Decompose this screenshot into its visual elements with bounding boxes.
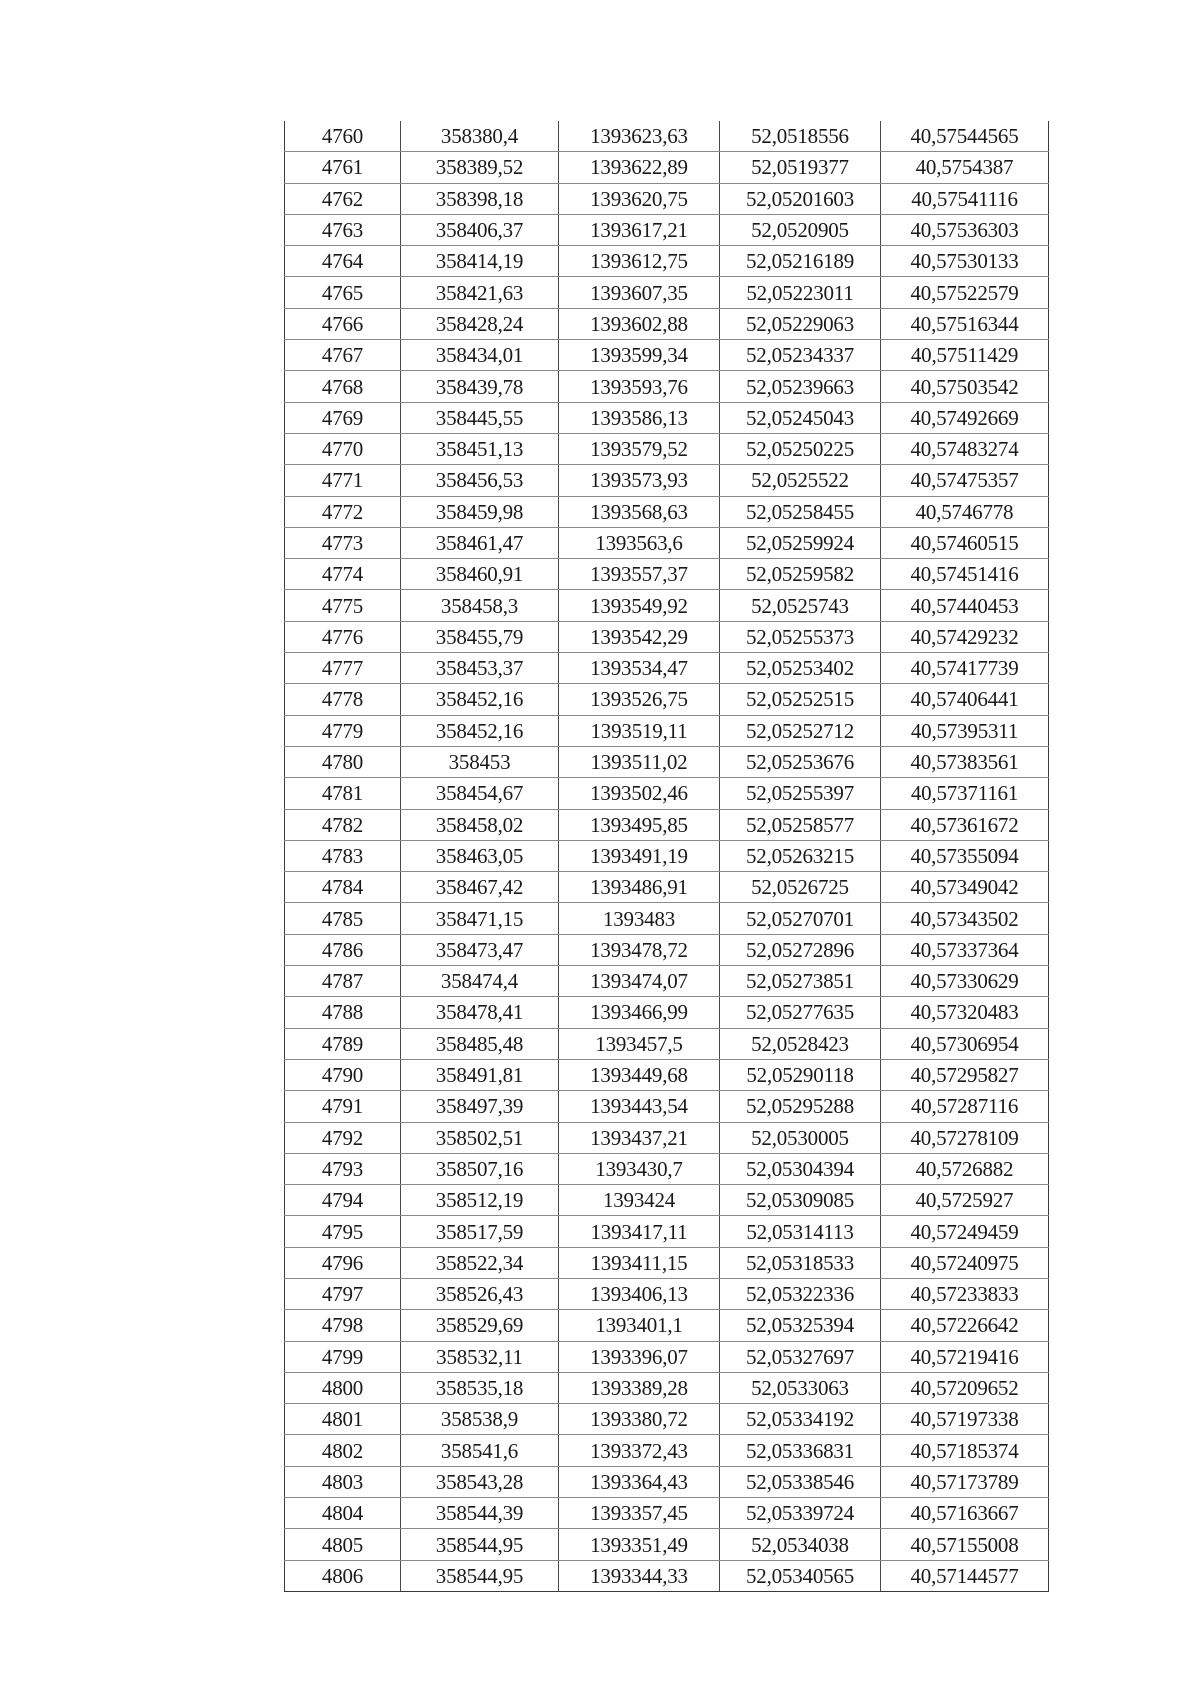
point-number-cell: 4800 <box>285 1372 401 1403</box>
y-coordinate-cell: 1393542,29 <box>559 621 720 652</box>
x-coordinate-cell: 358458,3 <box>401 590 559 621</box>
x-coordinate-cell: 358544,95 <box>401 1560 559 1591</box>
y-coordinate-cell: 1393502,46 <box>559 778 720 809</box>
y-coordinate-cell: 1393411,15 <box>559 1247 720 1278</box>
coordinates-table-body <box>285 121 1049 1591</box>
longitude-cell: 40,57440453 <box>881 590 1049 621</box>
longitude-cell: 40,57306954 <box>881 1028 1049 1059</box>
longitude-cell: 40,57429232 <box>881 621 1049 652</box>
point-number-cell: 4798 <box>285 1310 401 1341</box>
latitude-cell: 52,05314113 <box>720 1216 881 1247</box>
x-coordinate-cell: 358414,19 <box>401 246 559 277</box>
x-coordinate-cell: 358439,78 <box>401 371 559 402</box>
x-coordinate-cell: 358454,67 <box>401 778 559 809</box>
latitude-cell: 52,0528423 <box>720 1028 881 1059</box>
longitude-cell: 40,57483274 <box>881 433 1049 464</box>
point-number-cell: 4782 <box>285 809 401 840</box>
point-number-cell: 4764 <box>285 246 401 277</box>
longitude-cell: 40,57343502 <box>881 903 1049 934</box>
x-coordinate-cell: 358522,34 <box>401 1247 559 1278</box>
x-coordinate-cell: 358434,01 <box>401 340 559 371</box>
y-coordinate-cell: 1393622,89 <box>559 152 720 183</box>
x-coordinate-cell: 358543,28 <box>401 1466 559 1497</box>
point-number-cell: 4781 <box>285 778 401 809</box>
x-coordinate-cell: 358541,6 <box>401 1435 559 1466</box>
latitude-cell: 52,05270701 <box>720 903 881 934</box>
point-number-cell: 4777 <box>285 653 401 684</box>
table-row <box>285 1310 1049 1341</box>
y-coordinate-cell: 1393620,75 <box>559 183 720 214</box>
table-row <box>285 840 1049 871</box>
table-row <box>285 1247 1049 1278</box>
x-coordinate-cell: 358473,47 <box>401 934 559 965</box>
latitude-cell: 52,0525522 <box>720 465 881 496</box>
longitude-cell: 40,57383561 <box>881 746 1049 777</box>
table-row <box>285 778 1049 809</box>
latitude-cell: 52,05252712 <box>720 715 881 746</box>
x-coordinate-cell: 358535,18 <box>401 1372 559 1403</box>
point-number-cell: 4780 <box>285 746 401 777</box>
y-coordinate-cell: 1393511,02 <box>559 746 720 777</box>
longitude-cell: 40,57163667 <box>881 1498 1049 1529</box>
y-coordinate-cell: 1393406,13 <box>559 1278 720 1309</box>
y-coordinate-cell: 1393357,45 <box>559 1498 720 1529</box>
longitude-cell: 40,57287116 <box>881 1091 1049 1122</box>
y-coordinate-cell: 1393486,91 <box>559 872 720 903</box>
y-coordinate-cell: 1393586,13 <box>559 402 720 433</box>
x-coordinate-cell: 358451,13 <box>401 433 559 464</box>
y-coordinate-cell: 1393457,5 <box>559 1028 720 1059</box>
y-coordinate-cell: 1393579,52 <box>559 433 720 464</box>
latitude-cell: 52,05216189 <box>720 246 881 277</box>
y-coordinate-cell: 1393364,43 <box>559 1466 720 1497</box>
y-coordinate-cell: 1393563,6 <box>559 527 720 558</box>
longitude-cell: 40,57395311 <box>881 715 1049 746</box>
table-row <box>285 1435 1049 1466</box>
y-coordinate-cell: 1393495,85 <box>559 809 720 840</box>
latitude-cell: 52,05322336 <box>720 1278 881 1309</box>
longitude-cell: 40,57516344 <box>881 308 1049 339</box>
latitude-cell: 52,05309085 <box>720 1185 881 1216</box>
y-coordinate-cell: 1393424 <box>559 1185 720 1216</box>
y-coordinate-cell: 1393351,49 <box>559 1529 720 1560</box>
y-coordinate-cell: 1393612,75 <box>559 246 720 277</box>
point-number-cell: 4794 <box>285 1185 401 1216</box>
latitude-cell: 52,05253402 <box>720 653 881 684</box>
y-coordinate-cell: 1393417,11 <box>559 1216 720 1247</box>
latitude-cell: 52,05259582 <box>720 559 881 590</box>
table-row <box>285 1122 1049 1153</box>
x-coordinate-cell: 358452,16 <box>401 715 559 746</box>
table-row <box>285 684 1049 715</box>
table-row <box>285 121 1049 152</box>
x-coordinate-cell: 358512,19 <box>401 1185 559 1216</box>
x-coordinate-cell: 358544,95 <box>401 1529 559 1560</box>
latitude-cell: 52,05258577 <box>720 809 881 840</box>
latitude-cell: 52,0525743 <box>720 590 881 621</box>
latitude-cell: 52,05327697 <box>720 1341 881 1372</box>
latitude-cell: 52,0526725 <box>720 872 881 903</box>
x-coordinate-cell: 358456,53 <box>401 465 559 496</box>
point-number-cell: 4791 <box>285 1091 401 1122</box>
latitude-cell: 52,05318533 <box>720 1247 881 1278</box>
table-row <box>285 183 1049 214</box>
latitude-cell: 52,05339724 <box>720 1498 881 1529</box>
table-row <box>285 433 1049 464</box>
latitude-cell: 52,05334192 <box>720 1404 881 1435</box>
point-number-cell: 4760 <box>285 121 401 152</box>
latitude-cell: 52,05325394 <box>720 1310 881 1341</box>
x-coordinate-cell: 358544,39 <box>401 1498 559 1529</box>
point-number-cell: 4788 <box>285 997 401 1028</box>
longitude-cell: 40,57209652 <box>881 1372 1049 1403</box>
longitude-cell: 40,57278109 <box>881 1122 1049 1153</box>
x-coordinate-cell: 358380,4 <box>401 121 559 152</box>
table-row <box>285 1028 1049 1059</box>
latitude-cell: 52,05258455 <box>720 496 881 527</box>
table-row <box>285 496 1049 527</box>
table-row <box>285 1091 1049 1122</box>
table-row <box>285 1466 1049 1497</box>
x-coordinate-cell: 358453 <box>401 746 559 777</box>
table-row <box>285 559 1049 590</box>
point-number-cell: 4778 <box>285 684 401 715</box>
x-coordinate-cell: 358421,63 <box>401 277 559 308</box>
y-coordinate-cell: 1393443,54 <box>559 1091 720 1122</box>
y-coordinate-cell: 1393607,35 <box>559 277 720 308</box>
latitude-cell: 52,05338546 <box>720 1466 881 1497</box>
latitude-cell: 52,05223011 <box>720 277 881 308</box>
point-number-cell: 4785 <box>285 903 401 934</box>
point-number-cell: 4765 <box>285 277 401 308</box>
y-coordinate-cell: 1393526,75 <box>559 684 720 715</box>
latitude-cell: 52,0530005 <box>720 1122 881 1153</box>
y-coordinate-cell: 1393602,88 <box>559 308 720 339</box>
point-number-cell: 4799 <box>285 1341 401 1372</box>
point-number-cell: 4792 <box>285 1122 401 1153</box>
point-number-cell: 4801 <box>285 1404 401 1435</box>
x-coordinate-cell: 358474,4 <box>401 966 559 997</box>
latitude-cell: 52,05290118 <box>720 1059 881 1090</box>
table-row <box>285 653 1049 684</box>
y-coordinate-cell: 1393593,76 <box>559 371 720 402</box>
table-row <box>285 872 1049 903</box>
latitude-cell: 52,05295288 <box>720 1091 881 1122</box>
y-coordinate-cell: 1393380,72 <box>559 1404 720 1435</box>
x-coordinate-cell: 358398,18 <box>401 183 559 214</box>
longitude-cell: 40,57522579 <box>881 277 1049 308</box>
longitude-cell: 40,57337364 <box>881 934 1049 965</box>
latitude-cell: 52,05255397 <box>720 778 881 809</box>
x-coordinate-cell: 358491,81 <box>401 1059 559 1090</box>
latitude-cell: 52,05234337 <box>720 340 881 371</box>
point-number-cell: 4762 <box>285 183 401 214</box>
x-coordinate-cell: 358406,37 <box>401 214 559 245</box>
latitude-cell: 52,0534038 <box>720 1529 881 1560</box>
point-number-cell: 4795 <box>285 1216 401 1247</box>
table-row <box>285 152 1049 183</box>
point-number-cell: 4790 <box>285 1059 401 1090</box>
y-coordinate-cell: 1393430,7 <box>559 1153 720 1184</box>
point-number-cell: 4761 <box>285 152 401 183</box>
table-row <box>285 621 1049 652</box>
latitude-cell: 52,05272896 <box>720 934 881 965</box>
x-coordinate-cell: 358455,79 <box>401 621 559 652</box>
y-coordinate-cell: 1393474,07 <box>559 966 720 997</box>
longitude-cell: 40,57320483 <box>881 997 1049 1028</box>
longitude-cell: 40,57155008 <box>881 1529 1049 1560</box>
table-row <box>285 1372 1049 1403</box>
longitude-cell: 40,57460515 <box>881 527 1049 558</box>
y-coordinate-cell: 1393401,1 <box>559 1310 720 1341</box>
longitude-cell: 40,57417739 <box>881 653 1049 684</box>
latitude-cell: 52,05239663 <box>720 371 881 402</box>
longitude-cell: 40,57371161 <box>881 778 1049 809</box>
longitude-cell: 40,57240975 <box>881 1247 1049 1278</box>
longitude-cell: 40,57219416 <box>881 1341 1049 1372</box>
table-row <box>285 1278 1049 1309</box>
longitude-cell: 40,57349042 <box>881 872 1049 903</box>
longitude-cell: 40,57361672 <box>881 809 1049 840</box>
y-coordinate-cell: 1393519,11 <box>559 715 720 746</box>
point-number-cell: 4767 <box>285 340 401 371</box>
longitude-cell: 40,57226642 <box>881 1310 1049 1341</box>
point-number-cell: 4787 <box>285 966 401 997</box>
table-row <box>285 903 1049 934</box>
longitude-cell: 40,57544565 <box>881 121 1049 152</box>
longitude-cell: 40,57249459 <box>881 1216 1049 1247</box>
coordinates-table <box>284 121 1049 1592</box>
x-coordinate-cell: 358529,69 <box>401 1310 559 1341</box>
table-row <box>285 402 1049 433</box>
point-number-cell: 4805 <box>285 1529 401 1560</box>
y-coordinate-cell: 1393623,63 <box>559 121 720 152</box>
y-coordinate-cell: 1393372,43 <box>559 1435 720 1466</box>
x-coordinate-cell: 358461,47 <box>401 527 559 558</box>
point-number-cell: 4772 <box>285 496 401 527</box>
x-coordinate-cell: 358460,91 <box>401 559 559 590</box>
table-row <box>285 277 1049 308</box>
latitude-cell: 52,05250225 <box>720 433 881 464</box>
table-row <box>285 1404 1049 1435</box>
x-coordinate-cell: 358478,41 <box>401 997 559 1028</box>
longitude-cell: 40,57541116 <box>881 183 1049 214</box>
table-row <box>285 746 1049 777</box>
longitude-cell: 40,57197338 <box>881 1404 1049 1435</box>
point-number-cell: 4804 <box>285 1498 401 1529</box>
latitude-cell: 52,05263215 <box>720 840 881 871</box>
y-coordinate-cell: 1393449,68 <box>559 1059 720 1090</box>
latitude-cell: 52,05252515 <box>720 684 881 715</box>
x-coordinate-cell: 358458,02 <box>401 809 559 840</box>
point-number-cell: 4776 <box>285 621 401 652</box>
point-number-cell: 4783 <box>285 840 401 871</box>
longitude-cell: 40,57355094 <box>881 840 1049 871</box>
table-row <box>285 966 1049 997</box>
y-coordinate-cell: 1393483 <box>559 903 720 934</box>
x-coordinate-cell: 358502,51 <box>401 1122 559 1153</box>
y-coordinate-cell: 1393549,92 <box>559 590 720 621</box>
point-number-cell: 4766 <box>285 308 401 339</box>
longitude-cell: 40,57451416 <box>881 559 1049 590</box>
table-row <box>285 246 1049 277</box>
latitude-cell: 52,0520905 <box>720 214 881 245</box>
y-coordinate-cell: 1393396,07 <box>559 1341 720 1372</box>
point-number-cell: 4763 <box>285 214 401 245</box>
table-row <box>285 340 1049 371</box>
y-coordinate-cell: 1393491,19 <box>559 840 720 871</box>
y-coordinate-cell: 1393466,99 <box>559 997 720 1028</box>
longitude-cell: 40,57406441 <box>881 684 1049 715</box>
table-row <box>285 934 1049 965</box>
table-row <box>285 1216 1049 1247</box>
y-coordinate-cell: 1393573,93 <box>559 465 720 496</box>
latitude-cell: 52,05201603 <box>720 183 881 214</box>
latitude-cell: 52,05259924 <box>720 527 881 558</box>
x-coordinate-cell: 358452,16 <box>401 684 559 715</box>
longitude-cell: 40,57492669 <box>881 402 1049 433</box>
point-number-cell: 4796 <box>285 1247 401 1278</box>
longitude-cell: 40,57295827 <box>881 1059 1049 1090</box>
x-coordinate-cell: 358497,39 <box>401 1091 559 1122</box>
point-number-cell: 4769 <box>285 402 401 433</box>
point-number-cell: 4774 <box>285 559 401 590</box>
table-row <box>285 214 1049 245</box>
point-number-cell: 4797 <box>285 1278 401 1309</box>
latitude-cell: 52,0518556 <box>720 121 881 152</box>
table-row <box>285 1498 1049 1529</box>
y-coordinate-cell: 1393599,34 <box>559 340 720 371</box>
table-row <box>285 809 1049 840</box>
longitude-cell: 40,5746778 <box>881 496 1049 527</box>
y-coordinate-cell: 1393557,37 <box>559 559 720 590</box>
longitude-cell: 40,57185374 <box>881 1435 1049 1466</box>
latitude-cell: 52,05336831 <box>720 1435 881 1466</box>
x-coordinate-cell: 358445,55 <box>401 402 559 433</box>
longitude-cell: 40,57530133 <box>881 246 1049 277</box>
longitude-cell: 40,5725927 <box>881 1185 1049 1216</box>
table-row <box>285 1059 1049 1090</box>
point-number-cell: 4786 <box>285 934 401 965</box>
table-row <box>285 1529 1049 1560</box>
latitude-cell: 52,0519377 <box>720 152 881 183</box>
x-coordinate-cell: 358467,42 <box>401 872 559 903</box>
x-coordinate-cell: 358453,37 <box>401 653 559 684</box>
x-coordinate-cell: 358428,24 <box>401 308 559 339</box>
y-coordinate-cell: 1393478,72 <box>559 934 720 965</box>
table-row <box>285 1341 1049 1372</box>
y-coordinate-cell: 1393389,28 <box>559 1372 720 1403</box>
point-number-cell: 4773 <box>285 527 401 558</box>
table-row <box>285 590 1049 621</box>
x-coordinate-cell: 358532,11 <box>401 1341 559 1372</box>
point-number-cell: 4802 <box>285 1435 401 1466</box>
x-coordinate-cell: 358538,9 <box>401 1404 559 1435</box>
point-number-cell: 4770 <box>285 433 401 464</box>
point-number-cell: 4771 <box>285 465 401 496</box>
longitude-cell: 40,57144577 <box>881 1560 1049 1591</box>
x-coordinate-cell: 358471,15 <box>401 903 559 934</box>
point-number-cell: 4784 <box>285 872 401 903</box>
x-coordinate-cell: 358389,52 <box>401 152 559 183</box>
latitude-cell: 52,05253676 <box>720 746 881 777</box>
longitude-cell: 40,5754387 <box>881 152 1049 183</box>
latitude-cell: 52,0533063 <box>720 1372 881 1403</box>
x-coordinate-cell: 358517,59 <box>401 1216 559 1247</box>
x-coordinate-cell: 358485,48 <box>401 1028 559 1059</box>
x-coordinate-cell: 358463,05 <box>401 840 559 871</box>
point-number-cell: 4779 <box>285 715 401 746</box>
longitude-cell: 40,57536303 <box>881 214 1049 245</box>
y-coordinate-cell: 1393437,21 <box>559 1122 720 1153</box>
x-coordinate-cell: 358459,98 <box>401 496 559 527</box>
longitude-cell: 40,57173789 <box>881 1466 1049 1497</box>
table-row <box>285 1185 1049 1216</box>
latitude-cell: 52,05304394 <box>720 1153 881 1184</box>
point-number-cell: 4806 <box>285 1560 401 1591</box>
latitude-cell: 52,05277635 <box>720 997 881 1028</box>
longitude-cell: 40,57330629 <box>881 966 1049 997</box>
document-page <box>284 121 1048 1592</box>
y-coordinate-cell: 1393617,21 <box>559 214 720 245</box>
longitude-cell: 40,5726882 <box>881 1153 1049 1184</box>
table-row <box>285 527 1049 558</box>
y-coordinate-cell: 1393568,63 <box>559 496 720 527</box>
x-coordinate-cell: 358507,16 <box>401 1153 559 1184</box>
longitude-cell: 40,57511429 <box>881 340 1049 371</box>
point-number-cell: 4803 <box>285 1466 401 1497</box>
table-row <box>285 715 1049 746</box>
table-row <box>285 1560 1049 1591</box>
longitude-cell: 40,57233833 <box>881 1278 1049 1309</box>
latitude-cell: 52,05245043 <box>720 402 881 433</box>
point-number-cell: 4793 <box>285 1153 401 1184</box>
point-number-cell: 4768 <box>285 371 401 402</box>
y-coordinate-cell: 1393534,47 <box>559 653 720 684</box>
y-coordinate-cell: 1393344,33 <box>559 1560 720 1591</box>
latitude-cell: 52,05340565 <box>720 1560 881 1591</box>
x-coordinate-cell: 358526,43 <box>401 1278 559 1309</box>
point-number-cell: 4775 <box>285 590 401 621</box>
longitude-cell: 40,57503542 <box>881 371 1049 402</box>
table-row <box>285 371 1049 402</box>
table-row <box>285 1153 1049 1184</box>
table-row <box>285 308 1049 339</box>
table-row <box>285 465 1049 496</box>
longitude-cell: 40,57475357 <box>881 465 1049 496</box>
latitude-cell: 52,05255373 <box>720 621 881 652</box>
point-number-cell: 4789 <box>285 1028 401 1059</box>
latitude-cell: 52,05273851 <box>720 966 881 997</box>
table-row <box>285 997 1049 1028</box>
latitude-cell: 52,05229063 <box>720 308 881 339</box>
